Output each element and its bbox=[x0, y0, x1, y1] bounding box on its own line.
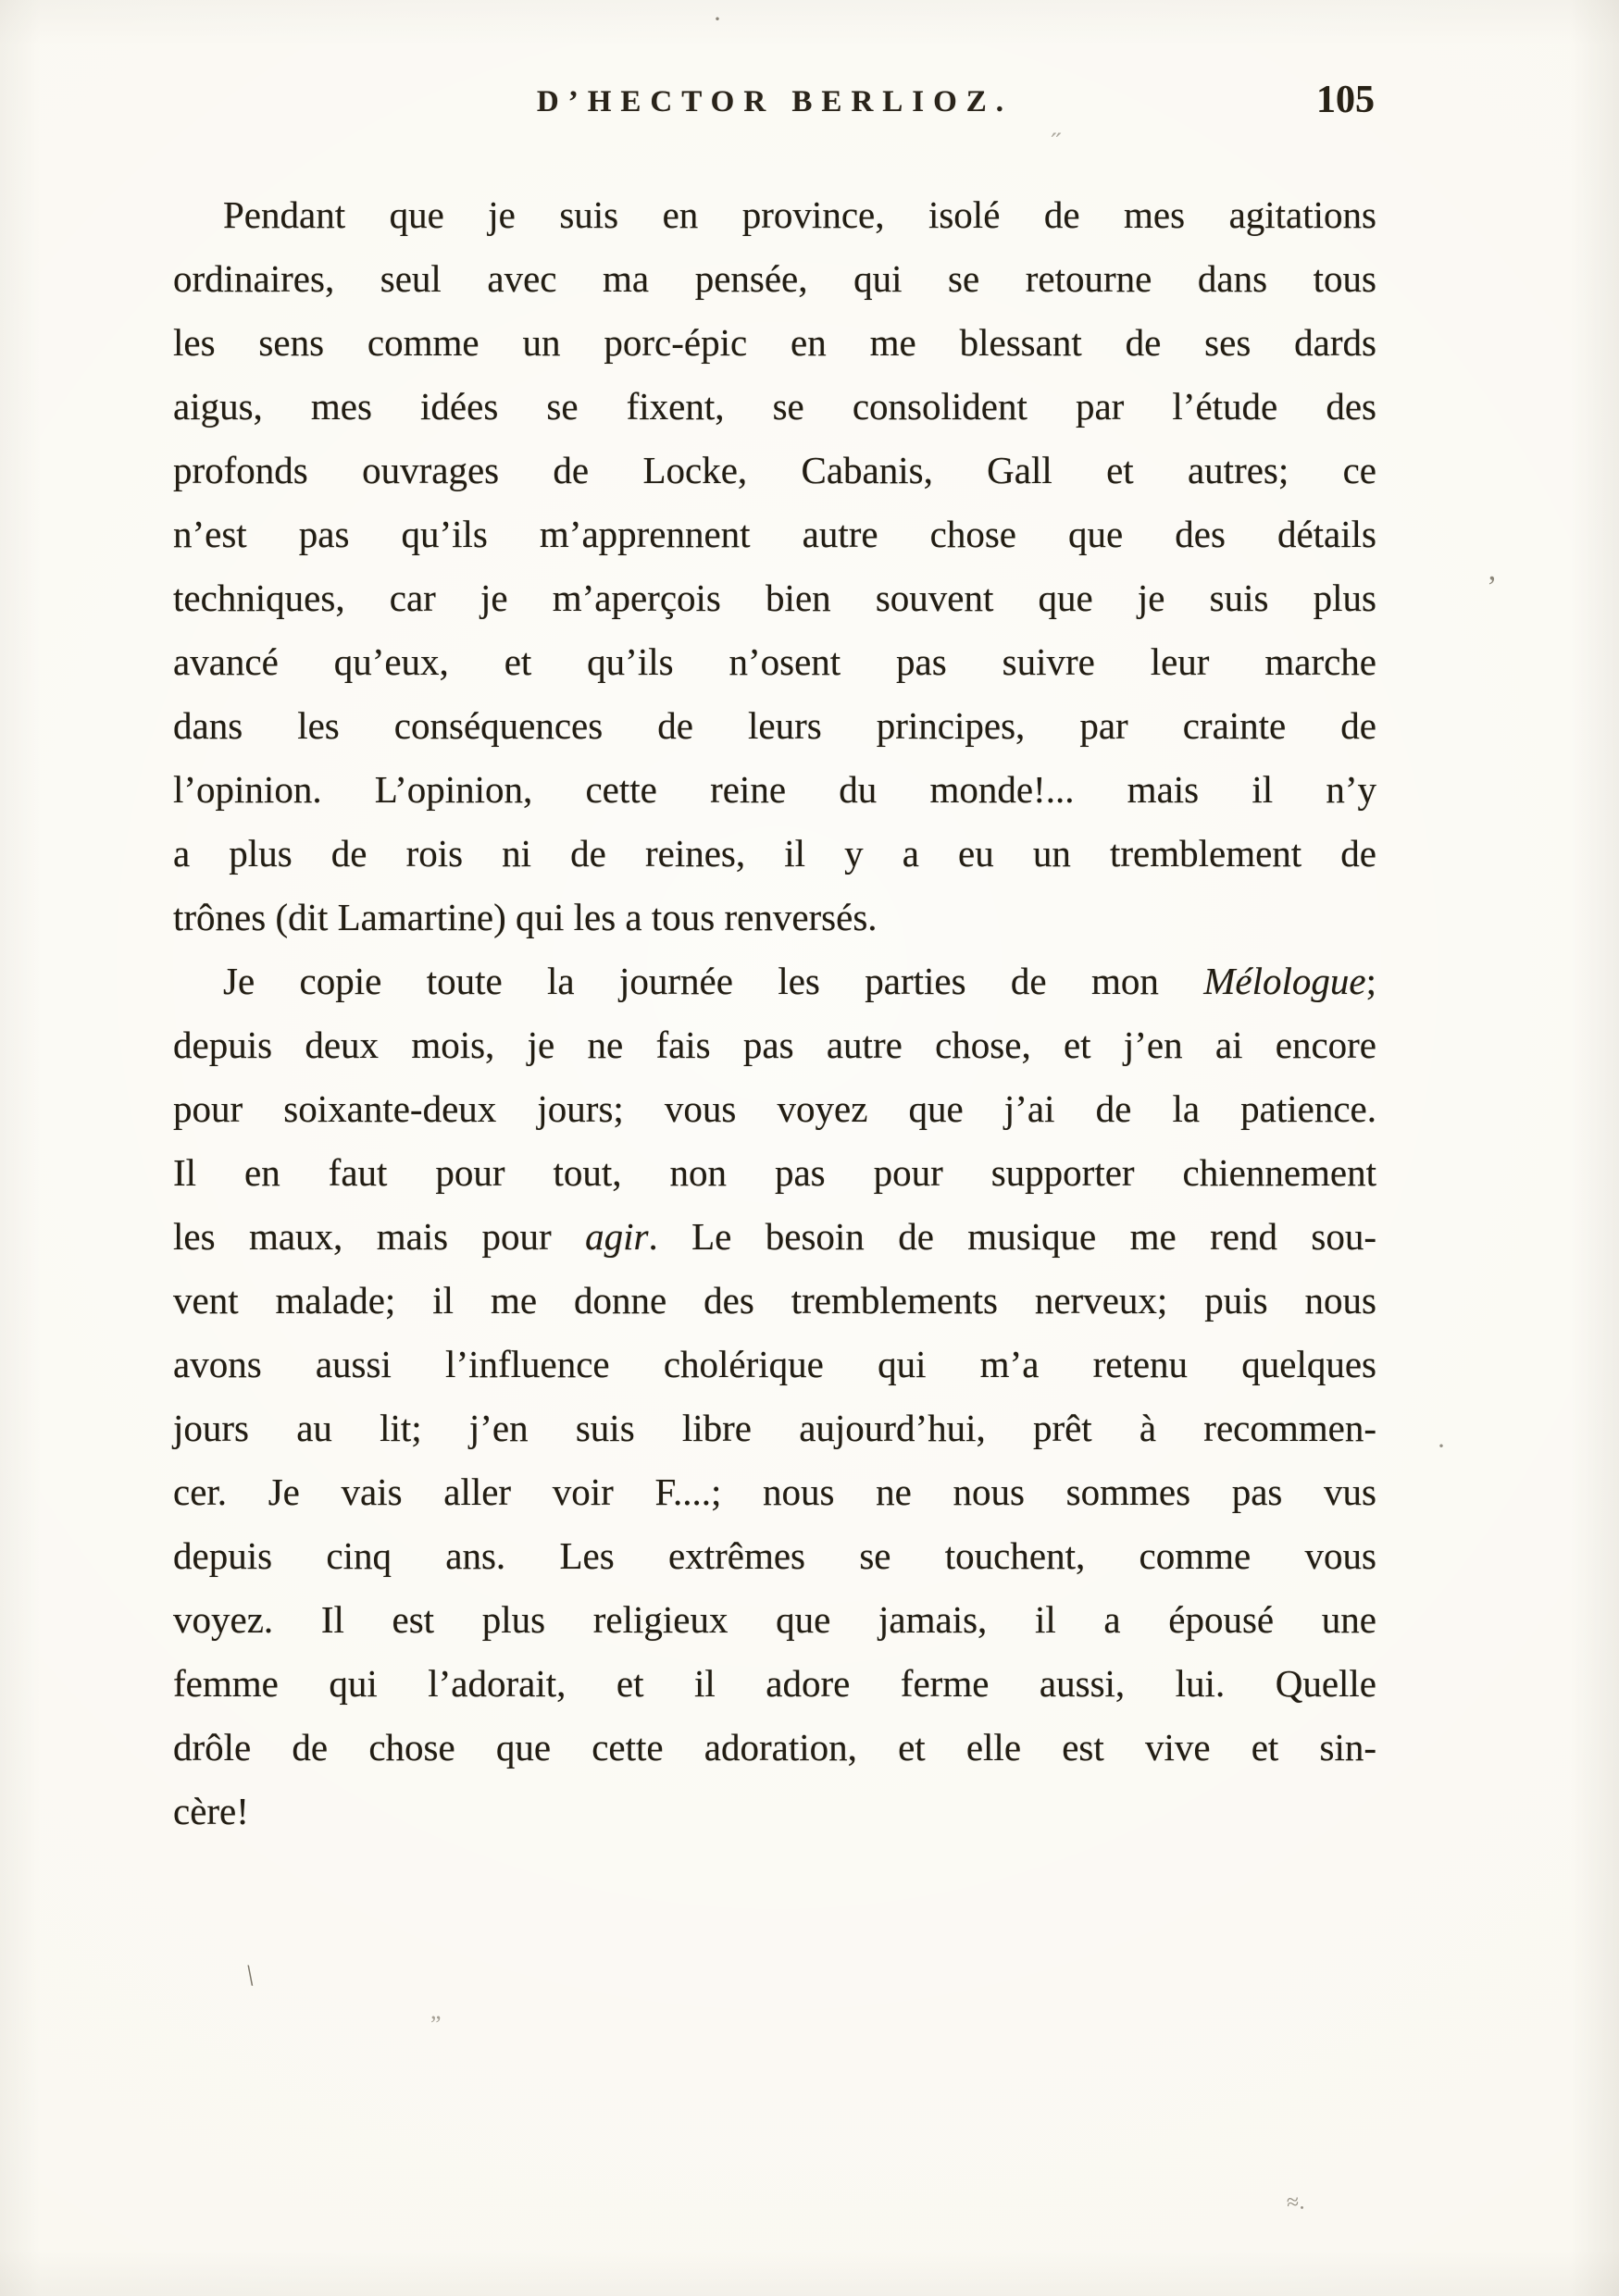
text-segment: trônes (dit Lamartine) qui les a tous renversés. bbox=[173, 896, 878, 938]
text-line bbox=[173, 630, 1376, 694]
text-segment: n’est pas qu’ils m’apprennent autre chose que des détails bbox=[173, 513, 1376, 555]
ink-speck: · bbox=[1437, 1431, 1446, 1461]
text-line bbox=[173, 822, 1376, 886]
text-segment: a plus de rois ni de reines, il y a eu un tremblement de bbox=[173, 832, 1376, 875]
text-segment: avons aussi l’influence cholérique qui m’a retenu quelques bbox=[173, 1343, 1376, 1385]
text-segment: jours au lit; j’en suis libre aujourd’hui, prêt à recommen- bbox=[173, 1407, 1376, 1449]
text-line bbox=[173, 247, 1376, 311]
text-line bbox=[173, 1333, 1376, 1396]
text-segment: ; bbox=[1365, 960, 1376, 1002]
paragraph bbox=[173, 183, 1376, 949]
ink-speck: „ bbox=[430, 1997, 442, 2024]
text-line bbox=[173, 949, 1376, 1013]
text-line bbox=[173, 1652, 1376, 1716]
text-line bbox=[173, 1524, 1376, 1588]
paragraph bbox=[173, 949, 1376, 1843]
text-line bbox=[173, 311, 1376, 375]
text-segment: drôle de chose que cette adoration, et elle est vive et sin- bbox=[173, 1726, 1376, 1769]
text-segment: dans les conséquences de leurs principes, par crainte de bbox=[173, 704, 1376, 747]
text-segment: ordinaires, seul avec ma pensée, qui se retourne dans tous bbox=[173, 257, 1376, 300]
text-line bbox=[173, 1013, 1376, 1077]
page-header bbox=[173, 78, 1376, 143]
text-segment: . Le besoin de musique me rend sou- bbox=[648, 1215, 1376, 1258]
text-line bbox=[173, 1396, 1376, 1460]
body-text-block bbox=[173, 183, 1376, 1843]
text-line bbox=[173, 886, 1376, 949]
text-segment: Je copie toute la journée les parties de mon bbox=[223, 960, 1204, 1002]
text-line bbox=[173, 566, 1376, 630]
text-line bbox=[173, 439, 1376, 503]
text-line bbox=[173, 1716, 1376, 1780]
text-segment: Pendant que je suis en province, isolé de mes agitations bbox=[223, 193, 1376, 236]
text-line bbox=[173, 1460, 1376, 1524]
text-segment: aigus, mes idées se fixent, se consolident par l’étude des bbox=[173, 385, 1376, 428]
italic-text: Mélologue bbox=[1203, 960, 1366, 1002]
text-line bbox=[173, 503, 1376, 566]
text-line bbox=[173, 1141, 1376, 1205]
page-number: 105 bbox=[1316, 79, 1375, 121]
text-segment: femme qui l’adorait, et il adore ferme aussi, lui. Quelle bbox=[173, 1662, 1376, 1705]
text-line bbox=[173, 1269, 1376, 1333]
text-line bbox=[173, 1205, 1376, 1269]
ink-speck: ≈. bbox=[1286, 2190, 1306, 2215]
text-line bbox=[173, 1077, 1376, 1141]
text-segment: Il en faut pour tout, non pas pour supporter chiennement bbox=[173, 1151, 1376, 1194]
text-line bbox=[173, 1780, 1376, 1843]
text-segment: techniques, car je m’aperçois bien souvent que je suis plus bbox=[173, 577, 1376, 619]
ink-speck: ˝ bbox=[1052, 128, 1061, 158]
text-segment: depuis cinq ans. Les extrêmes se touchent, comme vous bbox=[173, 1534, 1376, 1577]
text-line bbox=[173, 758, 1376, 822]
text-line bbox=[173, 375, 1376, 439]
ink-speck: ’ bbox=[1487, 570, 1498, 604]
text-segment: l’opinion. L’opinion, cette reine du monde!... mais il n’y bbox=[173, 768, 1376, 811]
text-segment: profonds ouvrages de Locke, Cabanis, Gall et autres; ce bbox=[173, 449, 1376, 491]
ink-speck: \ bbox=[243, 1957, 257, 1992]
text-segment: depuis deux mois, je ne fais pas autre chose, et j’en ai encore bbox=[173, 1024, 1376, 1066]
text-line bbox=[173, 1588, 1376, 1652]
text-line bbox=[173, 183, 1376, 247]
text-segment: vent malade; il me donne des tremblements nerveux; puis nous bbox=[173, 1279, 1376, 1322]
text-segment: avancé qu’eux, et qu’ils n’osent pas suivre leur marche bbox=[173, 640, 1376, 683]
text-segment: cère! bbox=[173, 1790, 249, 1832]
text-segment: pour soixante-deux jours; vous voyez que j’ai de la patience. bbox=[173, 1087, 1376, 1130]
text-segment: voyez. Il est plus religieux que jamais, il a épousé une bbox=[173, 1598, 1376, 1641]
text-segment: cer. Je vais aller voir F....; nous ne nous sommes pas vus bbox=[173, 1471, 1376, 1513]
ink-speck: · bbox=[713, 4, 722, 34]
text-segment: les sens comme un porc-épic en me blessant de ses dards bbox=[173, 321, 1376, 364]
text-segment: les maux, mais pour bbox=[173, 1215, 586, 1258]
running-title: D’HECTOR BERLIOZ. bbox=[536, 85, 1014, 118]
italic-text: agir bbox=[585, 1215, 649, 1258]
text-line bbox=[173, 694, 1376, 758]
